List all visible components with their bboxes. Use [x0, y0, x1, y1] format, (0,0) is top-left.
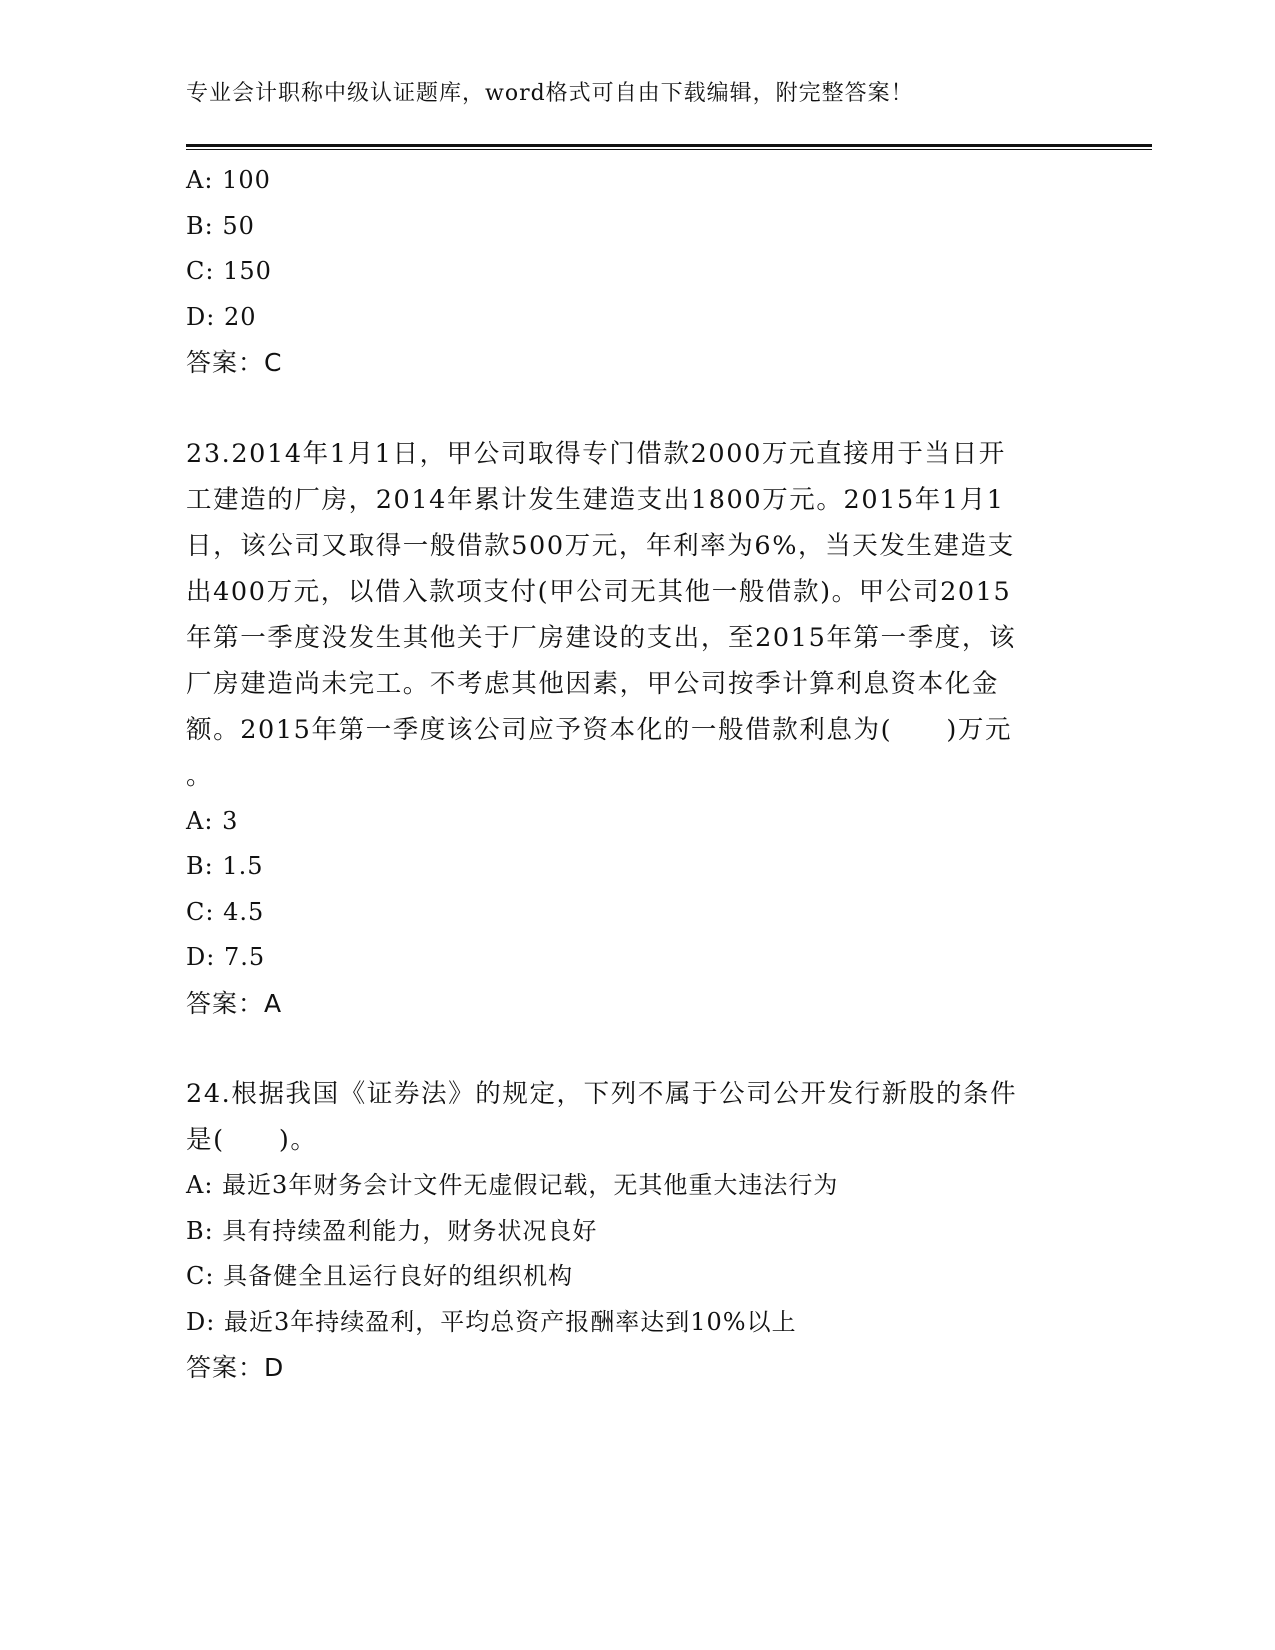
option-label: A: [186, 806, 214, 835]
option-text: 1.5 [222, 852, 264, 880]
question-text-line: 厂房建造尚未完工。不考虑其他因素，甲公司按季计算利息资本化金 [186, 668, 1000, 699]
option-c [186, 1254, 1086, 1300]
option-d [186, 935, 1086, 981]
document-body [186, 158, 1086, 1391]
option-a [186, 158, 1086, 204]
option-d [186, 1300, 1086, 1346]
question-text-line: 工建造的厂房，2014年累计发生建造支出1800万元。2015年1月1 [186, 484, 1005, 515]
question-23 [186, 431, 1086, 1027]
option-c [186, 249, 1086, 295]
option-text: 100 [222, 166, 271, 194]
answer-line: 答案：A [186, 988, 283, 1018]
option-text: 4.5 [223, 897, 265, 926]
option-text: 3 [222, 806, 239, 835]
option-b [186, 204, 1086, 250]
option-label: B: [186, 1216, 214, 1245]
option-label: D: [186, 302, 216, 331]
question-text-line: 日，该公司又取得一般借款500万元，年利率为6%，当天发生建造支 [186, 530, 1015, 561]
answer-line: 答案：D [186, 1353, 285, 1382]
option-label: C: [186, 257, 215, 285]
option-a [186, 1163, 1086, 1209]
option-label: A: [186, 166, 214, 194]
option-label: B: [186, 852, 214, 880]
option-label: B: [186, 211, 214, 240]
option-label: A: [186, 1171, 214, 1199]
option-label: C: [186, 897, 215, 926]
question-24 [186, 1071, 1086, 1391]
option-label: D: [186, 943, 216, 971]
question-text-line: 。 [186, 760, 214, 791]
option-text: 50 [222, 211, 255, 240]
option-text: 具有持续盈利能力，财务状况良好 [222, 1216, 598, 1245]
option-text: 7.5 [223, 943, 266, 971]
option-text: 150 [223, 257, 272, 285]
option-text: 20 [223, 302, 257, 331]
option-c [186, 890, 1086, 936]
option-text: 具备健全且运行良好的组织机构 [223, 1262, 574, 1290]
option-d [186, 295, 1086, 341]
option-text: 最近3年持续盈利，平均总资产报酬率达到10%以上 [223, 1307, 797, 1336]
question-text-line: 年第一季度没发生其他关于厂房建设的支出，至2015年第一季度，该 [186, 622, 1017, 653]
question-text-line: 23.2014年1月1日，甲公司取得专门借款2000万元直接用于当日开 [186, 438, 1006, 469]
option-label: D: [186, 1307, 216, 1336]
question-text-line: 24.根据我国《证券法》的规定，下列不属于公司公开发行新股的条件 [186, 1079, 1018, 1109]
prev-question-options [186, 158, 1086, 386]
header-divider [186, 144, 1152, 150]
question-text-line: 出400万元，以借入款项支付(甲公司无其他一般借款)。甲公司2015 [186, 576, 1012, 607]
question-text-line: 额。2015年第一季度该公司应予资本化的一般借款利息为( )万元 [186, 714, 1013, 745]
option-b [186, 844, 1086, 890]
option-b [186, 1209, 1086, 1255]
option-a [186, 799, 1086, 845]
option-text: 最近3年财务会计文件无虚假记载，无其他重大违法行为 [222, 1171, 839, 1199]
option-label: C: [186, 1262, 215, 1290]
answer-line: 答案：C [186, 348, 283, 377]
page-header: 专业会计职称中级认证题库，word格式可自由下载编辑，附完整答案！ [186, 81, 914, 106]
question-text-line: 是( )。 [186, 1125, 318, 1155]
